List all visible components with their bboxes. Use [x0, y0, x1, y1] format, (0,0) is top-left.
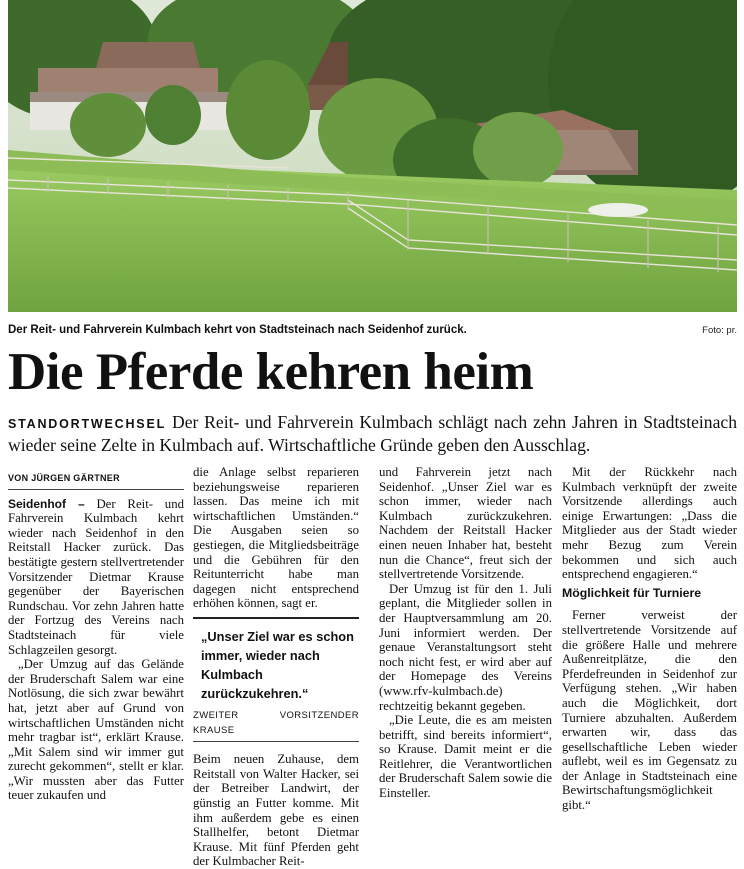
paddock-photo [8, 0, 737, 312]
byline: VON JÜRGEN GÄRTNER [8, 465, 184, 490]
column-3 [379, 465, 552, 801]
paragraph: die Anlage selbst reparieren beziehungsweise reparieren lassen. Das meine ich mit wirtschaftlichen Umständen.“ Die Ausgaben seien so gestiegen, die Mitgliedsbeiträge und die Gebühren für den Reitunterricht habe man dagegen nicht entsprechend erhöhen können, sagt er. [193, 465, 359, 611]
column-4 [562, 465, 737, 813]
column-2 [193, 465, 359, 869]
pull-quote-source: ZWEITER VORSITZENDER KRAUSE [193, 705, 359, 742]
paragraph: und Fahrverein jetzt nach Seidenhof. „Unser Ziel war es schon immer, wieder nach Kulmbach zurückzukehren. Nachdem der Reitstall Hacker einen neuen Inhaber hat, besteht nun die Chance“, freut sich der stellvertretende Vorsitzende. [379, 465, 552, 582]
paragraph: Beim neuen Zuhause, dem Reitstall von Walter Hacker, sei der Betreiber Landwirt, der günstig an Futter komme. Mit ihm außerdem gebe es einen Stallhelfer, betont Dietmar Krause. Mit fünf Pferden geht der Kulmbacher Reit- [193, 752, 359, 869]
paragraph: Der Umzug ist für den 1. Juli geplant, die Mitglieder sollen in der Hauptversammlung am 20. Juni informiert werden. Der genaue Veranstaltungsort steht noch nicht fest, er wird aber auf der Homepage des Vereins (www.rfv-kulmbach.de) rechtzeitig bekannt gegeben. [379, 581, 552, 713]
pull-quote [193, 617, 359, 742]
dateline: Seidenhof – [8, 496, 85, 511]
paragraph: Mit der Rückkehr nach Kulmbach verknüpft der zweite Vorsitzende allerdings auch einige Erwartungen: „Dass die Mitglieder aus der Stadt wieder mehr Bezug zum Verein bekommen und sich auch entsprechend engagieren.“ [562, 465, 737, 582]
article-photo [8, 0, 737, 312]
standfirst-text: Der Reit- und Fahrverein Kulmbach schlägt nach zehn Jahren in Stadtsteinach wieder seine Zelte in Kulmbach auf. Wirtschaftliche Gründe geben den Ausschlag. [8, 412, 737, 455]
kicker: STANDORTWECHSEL [8, 417, 167, 431]
headline: Die Pferde kehren heim [8, 343, 534, 401]
column-1 [8, 465, 184, 803]
paragraph: „Der Umzug auf das Gelände der Bruderschaft Salem war eine Notlösung, die sich zwar bewährt hat, jetzt aber auf Grund von wirtschaftlichen Umständen nicht mehr tragbar ist“, erklärt Krause. „Mit Salem sind wir immer gut zurecht gekommen“, stellt er klar. „Wir mussten aber das Futter teuer zukaufen und [8, 657, 184, 803]
caption-text: Der Reit- und Fahrverein Kulmbach kehrt von Stadtsteinach nach Seidenhof zurück. [8, 324, 467, 336]
paragraph [8, 497, 184, 658]
photo-caption [8, 324, 737, 340]
photo-credit: Foto: pr. [702, 325, 737, 336]
paragraph-text: Der Reit- und Fahrverein Kulmbach kehrt wieder nach Seidenhof in den Reitstall Hacker zurück. Das bestätigte gestern stellvertretender Vorsitzender Dietmar Krause gegenüber der Bayerischen Rundschau. Vor zehn Jahren hatte der Fortzug des Vereins nach Stadtsteinach für viele Schlagzeilen gesorgt. [8, 496, 185, 657]
paragraph: „Die Leute, die es am meisten betrifft, sind bereits informiert“, so Krause. Damit meint er die Reitlehrer, die Verantwortlichen der Bruderschaft Salem sowie die Einsteller. [379, 713, 552, 801]
subheading: Möglichkeit für Turniere [562, 585, 702, 600]
pull-quote-text: „Unser Ziel war es schon immer, wieder nach Kulmbach zurückzukehren.“ [201, 628, 354, 701]
standfirst [8, 412, 737, 456]
paragraph: Ferner verweist der stellvertretende Vorsitzende auf die größere Halle und mehrere Außenreitplätze, die den Pferdefreunden in Seidenhof zur Verfügung stehen. „Wir haben auch die Möglichkeit, dort Turniere abzuhalten. Außerdem erwarten wir, dass das gesellschaftliche Leben wieder auflebt, weil es im Gegensatz zu der Anlage in Stadtsteinach eine Bewirtschaftungsmöglichkeit gibt.“ [562, 608, 737, 813]
